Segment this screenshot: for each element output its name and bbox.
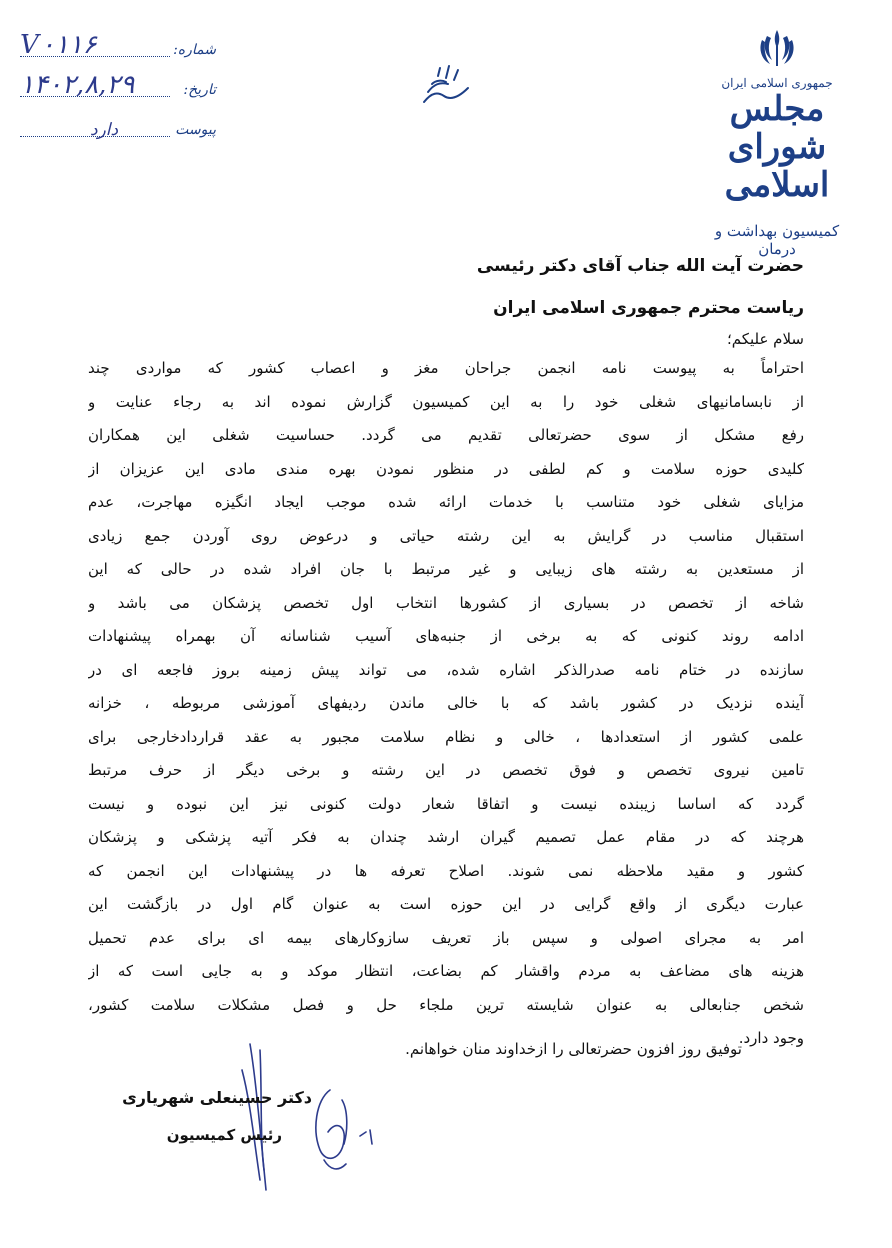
number-label: شماره:: [173, 42, 216, 58]
closing-line: توفیق روز افزون حضرتعالی را ازخداوند منان خواهانم.: [405, 1040, 742, 1058]
body-line: از نابسامانیهای شغلی خود را به این کمیسیون گزارش نموده اند به رجاء عنایت و: [88, 392, 804, 411]
body-line: ادامه روند کنونی که به برخی از جنبه‌های آسیب شناسانه آن بهمراه پیشنهادات: [88, 627, 804, 645]
bismillah-calligraphy-icon: [418, 62, 474, 108]
date-value: ۱۴۰۲,۸,۲۹: [20, 70, 135, 100]
handwritten-signature-icon: [220, 1040, 390, 1200]
org-country-name: جمهوری اسلامی ایران: [721, 76, 833, 90]
org-name: مجلس شورای اسلامی: [724, 89, 830, 205]
body-line: آینده نزدیک در کشور باشد که با خالی ماندن ردیفهای آموزشی مربوطه ، خزانه: [88, 694, 804, 712]
body-line: وجود دارد.: [738, 1029, 804, 1047]
signatory-title: رئیس کمیسیون: [166, 1126, 282, 1144]
number-row: [20, 30, 230, 70]
body-line: احتراماً به پیوست نامه انجمن جراحان مغز و اعصاب کشور که مواردی چند: [88, 359, 804, 377]
signatory-name: دکتر حسینعلی شهریاری: [122, 1088, 312, 1107]
body-line: استقبال مناسب در گرایش به این رشته حیاتی و درعوض روی آوردن جمع زیادی: [88, 526, 804, 545]
letterhead-org-block: [702, 26, 852, 258]
date-label: تاریخ:: [183, 82, 216, 98]
attachment-label: پیوست: [175, 122, 216, 138]
number-value: V۰۱۱۶: [20, 30, 97, 60]
body-line: علمی کشور از استعدادها ، خالی و نظام سلامت مجبور به عقد قراردادخارجی برای: [88, 727, 804, 746]
body-line: هزینه های مضاعف به مردم واقشار کم بضاعت، انتظار موکد و به جایی است که از: [88, 962, 804, 980]
attachment-row: [20, 110, 230, 150]
letter-body: [88, 352, 804, 1056]
date-row: [20, 70, 230, 110]
body-line: شاخه از تخصص در بسیاری از کشورها انتخاب اول تخصص پزشکان می باشد و: [88, 593, 804, 612]
body-line: از مستعدین به رشته های زیبایی و غیر مرتبط با جان افراد شده در حالی که این: [88, 560, 804, 578]
body-line: عبارت دیگری از واقع گرایی در این حوزه است به عنوان گام اول در بازگشت این: [88, 895, 804, 913]
addressee-title-line: ریاست محترم جمهوری اسلامی ایران: [493, 298, 804, 318]
body-line: سازنده در ختام نامه صدرالذکر اشاره شده، می تواند پیش زمینه بروز فاجعه ای در: [88, 660, 804, 679]
body-line: شخص جنابعالی به عنوان شایسته ترین ملجاء حل و فصل مشکلات سلامت کشور،: [88, 995, 804, 1014]
body-line: گردد که اساسا زیبنده نیست و اتفاقا شعار دولت کنونی نیز این نبوده و نیست: [88, 794, 804, 813]
letter-meta: [20, 30, 230, 150]
body-line: رفع مشکل از سوی حضرتعالی تقدیم می گردد. حساسیت شغلی این همکاران: [88, 426, 804, 444]
body-line: هرچند که در مقام عمل تصمیم گیران ارشد چندان به فکر آتیه پزشکی و پزشکان: [88, 828, 804, 846]
body-line: کلیدی حوزه سلامت و کم لطفی در منظور نمودن بهره مندی مادی این عزیزان از: [88, 459, 804, 478]
greeting: سلام علیکم؛: [726, 330, 804, 348]
body-line: مزایای شغلی خود متناسب با خدمات ارائه شده موجب ایجاد انگیزه مهاجرت، عدم: [88, 493, 804, 511]
address-block: [84, 256, 804, 348]
attachment-value: دارد: [90, 120, 119, 140]
body-line: کشور و مقید ملاحظه نمی شوند. اصلاح تعرفه ها در پیشنهادات این انجمن که: [88, 861, 804, 880]
iran-emblem-icon: [755, 26, 799, 70]
org-committee-name: کمیسیون بهداشت و درمان: [714, 222, 840, 258]
body-line: امر به مجرای اصولی و سپس باز تعریف سازوکارهای بیمه ای برای عدم تحمیل: [88, 928, 804, 947]
addressee-line: حضرت آیت الله جناب آقای دکتر رئیسی: [476, 256, 804, 276]
body-line: تامین نیروی تخصص و فوق تخصص در این رشته و برخی دیگر از حرف مرتبط: [88, 761, 804, 779]
